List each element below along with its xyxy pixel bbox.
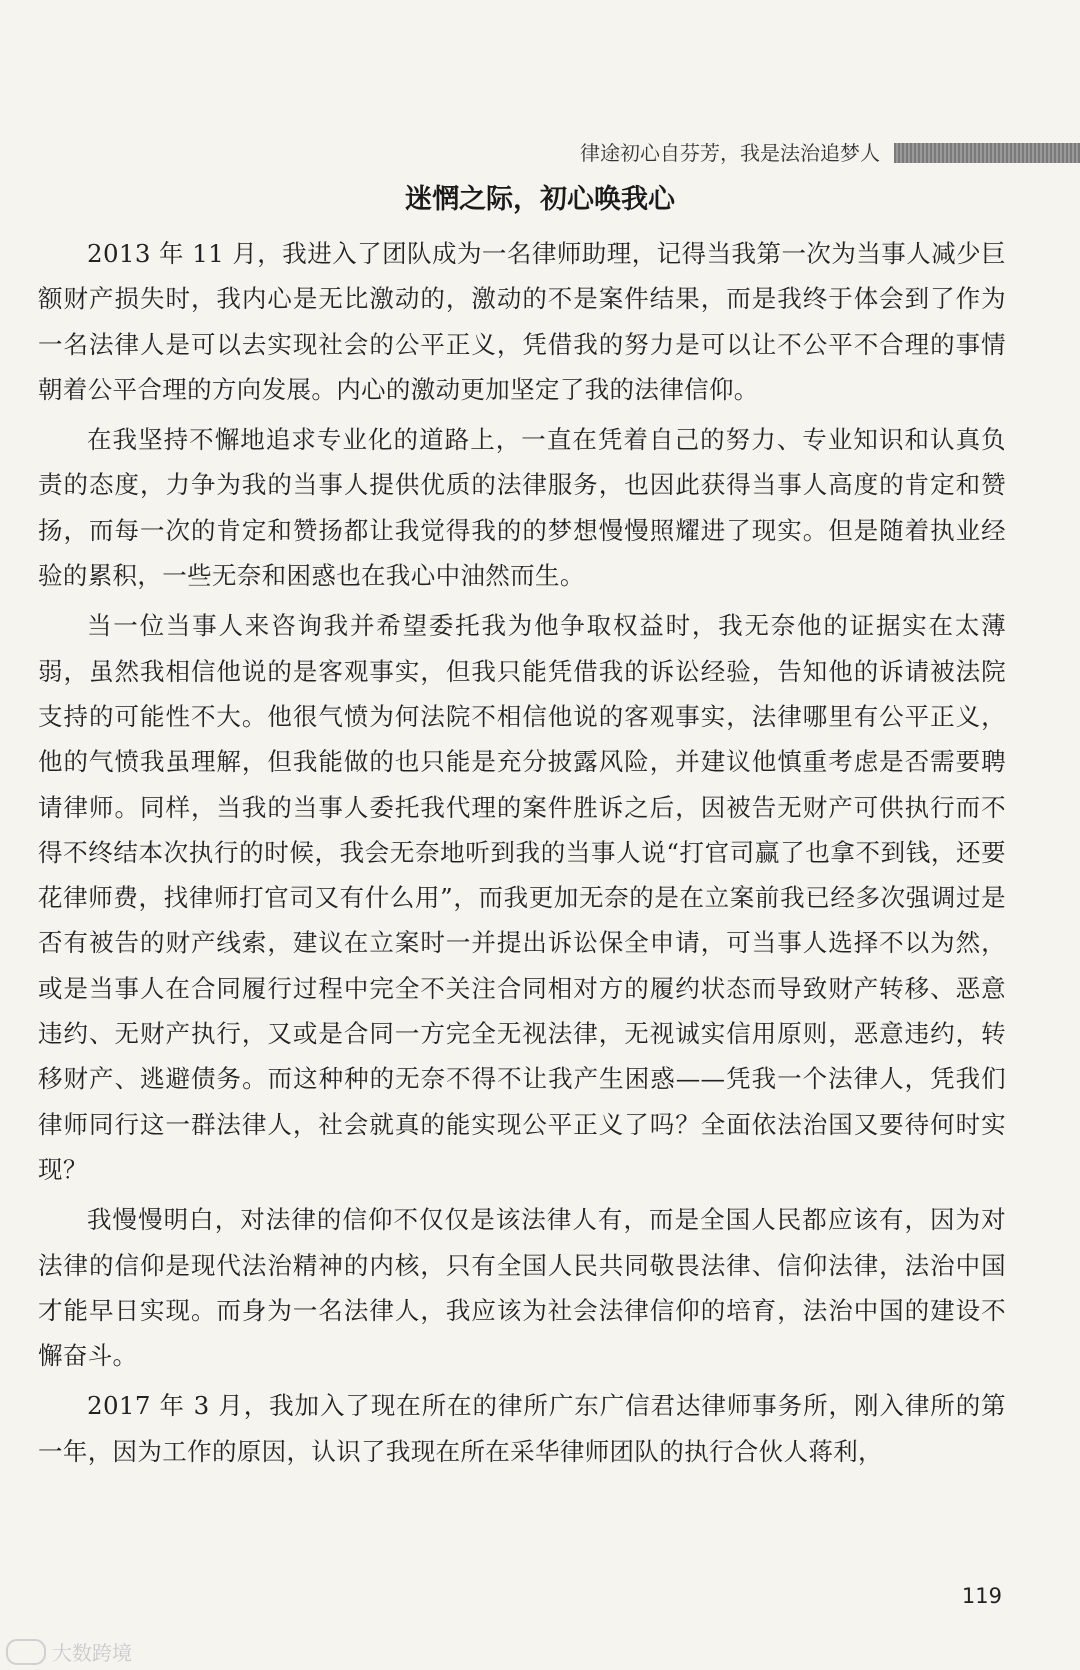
watermark: [6, 1637, 132, 1666]
page-number: 119: [961, 1584, 1002, 1608]
running-header-bar: [894, 143, 1080, 163]
watermark-text: 大数跨境: [52, 1641, 132, 1665]
running-header-title: 律途初心自芬芳，我是法治追梦人: [580, 141, 880, 165]
paragraph-3: 当一位当事人来咨询我并希望委托我为他争取权益时，我无奈他的证据实在太薄弱，虽然我相信他说的是客观事实，但我只能凭借我的诉讼经验，告知他的诉请被法院支持的可能性不大。他很气愤为何法院不相信他说的客观事实，法律哪里有公平正义，他的气愤我虽理解，但我能做的也只能是充分披露风险，并建议他慎重考虑是否需要聘请律师。同样，当我的当事人委托我代理的案件胜诉之后，因被告无财产可供执行而不得不终结本次执行的时候，我会无奈地听到我的当事人说“打官司赢了也拿不到钱，还要花律师费，找律师打官司又有什么用”，而我更加无奈的是在立案前我已经多次强调过是否有被告的财产线索，建议在立案时一并提出诉讼保全申请，可当事人选择不以为然，或是当事人在合同履行过程中完全不关注合同相对方的履约状态而导致财产转移、恶意违约、无财产执行，又或是合同一方完全无视法律，无视诚实信用原则，恶意违约，转移财产、逃避债务。而这种种的无奈不得不让我产生困惑——凭我一个法律人，凭我们律师同行这一群法律人，社会就真的能实现公平正义了吗？全面依法治国又要待何时实现？: [38, 611, 1006, 1184]
paragraph-5: 2017 年 3 月，我加入了现在所在的律所广东广信君达律师事务所，刚入律所的第一年，因为工作的原因，认识了我现在所在采华律师团队的执行合伙人蒋利，: [38, 1391, 1006, 1466]
watermark-logo-icon: [6, 1639, 46, 1665]
paragraph-4: 我慢慢明白，对法律的信仰不仅仅是该法律人有，而是全国人民都应该有，因为对法律的信仰是现代法治精神的内核，只有全国人民共同敬畏法律、信仰法律，法治中国才能早日实现。而身为一名法律人，我应该为社会法律信仰的培育，法治中国的建设不懈奋斗。: [38, 1205, 1006, 1371]
article-title: 迷惘之际，初心唤我心: [405, 184, 675, 215]
paragraph-2: 在我坚持不懈地追求专业化的道路上，一直在凭着自己的努力、专业知识和认真负责的态度，力争为我的当事人提供优质的法律服务，也因此获得当事人高度的肯定和赞扬，而每一次的肯定和赞扬都让我觉得我的的梦想慢慢照耀进了现实。但是随着执业经验的累积，一些无奈和困惑也在我心中油然而生。: [38, 425, 1006, 591]
article-body: [38, 231, 1006, 1479]
paragraph-1: 2013 年 11 月，我进入了团队成为一名律师助理，记得当我第一次为当事人减少巨额财产损失时，我内心是无比激动的，激动的不是案件结果，而是我终于体会到了作为一名法律人是可以去实现社会的公平正义，凭借我的努力是可以让不公平不合理的事情朝着公平合理的方向发展。内心的激动更加坚定了我的法律信仰。: [38, 239, 1006, 404]
running-header: [0, 138, 1080, 168]
